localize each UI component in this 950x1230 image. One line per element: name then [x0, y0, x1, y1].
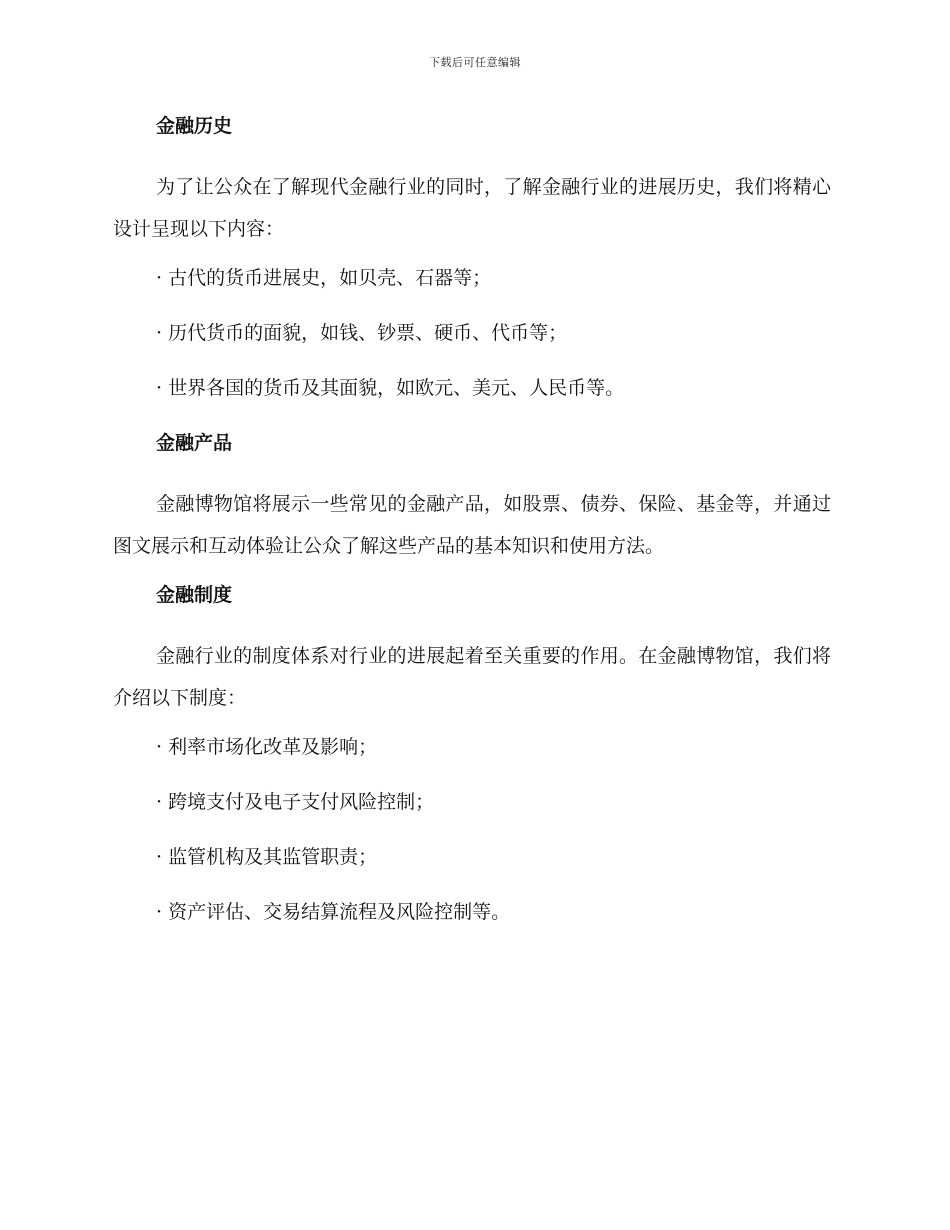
list-item: · 利率市场化改革及影响； — [156, 736, 378, 758]
paragraph-history-intro: 为了让公众在了解现代金融行业的同时，了解金融行业的进展历史，我们将精心设计呈现以下内容： — [113, 176, 831, 240]
paragraph-systems-intro: 金融行业的制度体系对行业的进展起着至关重要的作用。在金融博物馆，我们将介绍以下制度： — [113, 645, 831, 709]
section-title-history: 金融历史 — [156, 115, 233, 137]
list-item: · 世界各国的货币及其面貌，如欧元、美元、人民币等。 — [156, 377, 625, 399]
paragraph-products-intro: 金融博物馆将展示一些常见的金融产品，如股票、债券、保险、基金等，并通过图文展示和互动体验让公众了解这些产品的基本知识和使用方法。 — [113, 493, 831, 557]
list-item: · 跨境支付及电子支付风险控制； — [156, 791, 435, 813]
list-item: · 历代货币的面貌，如钱、钞票、硬币、代币等； — [156, 322, 568, 344]
section-title-products: 金融产品 — [156, 432, 233, 454]
list-item: · 古代的货币进展史，如贝壳、石器等； — [156, 267, 492, 289]
section-title-systems: 金融制度 — [156, 584, 233, 606]
page-header-note: 下载后可任意编辑 — [429, 56, 521, 69]
list-item: · 资产评估、交易结算流程及风险控制等。 — [156, 901, 511, 923]
document-content — [113, 111, 831, 952]
list-item: · 监管机构及其监管职责； — [156, 846, 378, 868]
